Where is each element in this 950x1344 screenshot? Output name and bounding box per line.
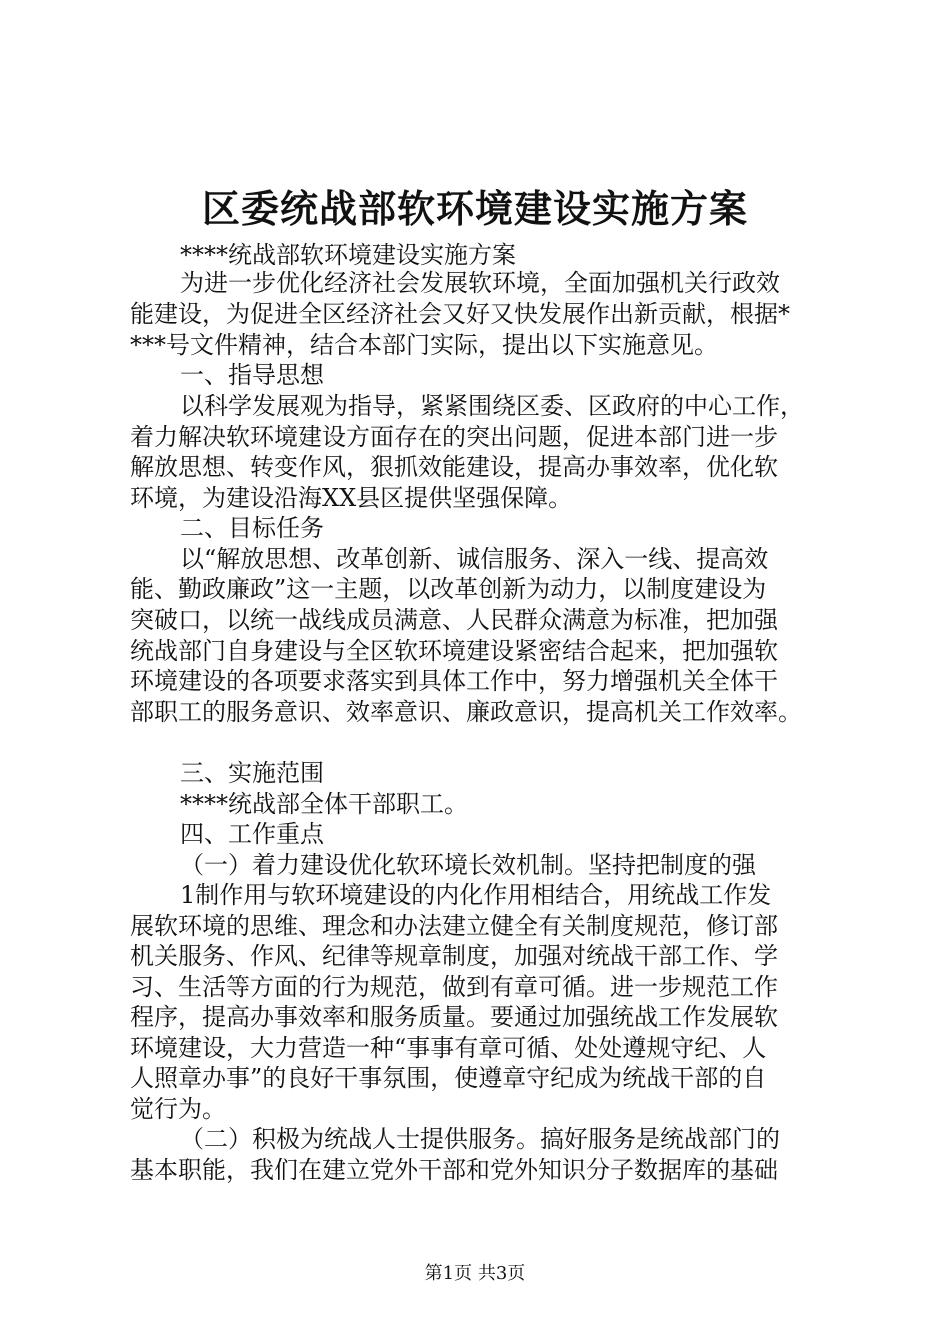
section-heading: 二、目标任务 [180, 514, 324, 542]
text-line: 突破口，以统一战线成员满意、人民群众满意为标准，把加强 [130, 606, 778, 634]
text-line: 基本职能，我们在建立党外干部和党外知识分子数据库的基础 [130, 1156, 778, 1184]
page-footer: 第1页 共3页 [424, 1263, 526, 1284]
text-line: 能、勤政廉政”这一主题，以改革创新为动力，以制度建设为 [130, 575, 767, 603]
text-line: ***号文件精神，结合本部门实际，提出以下实施意见。 [130, 331, 718, 359]
text-line: 环境，为建设沿海XX县区提供坚强保障。 [130, 484, 573, 512]
text-line: 着力解决软环境建设方面存在的突出问题，促进本部门进一步 [130, 423, 778, 451]
text-line: 部职工的服务意识、效率意识、廉政意识，提高机关工作效率。 [130, 698, 802, 726]
text-line: 为进一步优化经济社会发展软环境，全面加强机关行政效 [180, 269, 780, 297]
text-line: 人照章办事”的良好干事氛围，使遵章守纪成为统战干部的自 [130, 1064, 767, 1092]
text-line: 机关服务、作风、纪律等规章制度，加强对统战干部工作、学 [130, 942, 778, 970]
text-line: 解放思想、转变作风，狠抓效能建设，提高办事效率，优化软 [130, 453, 778, 481]
text-line: 习、生活等方面的行为规范，做到有章可循。进一步规范工作 [130, 973, 778, 1001]
text-line: 1制作用与软环境建设的内化作用相结合，用统战工作发 [180, 881, 772, 909]
text-line: ****统战部软环境建设实施方案 [180, 241, 516, 269]
text-line: 环境建设的各项要求落实到具体工作中，努力增强机关全体干 [130, 667, 778, 695]
text-line: 环境建设，大力营造一种“事事有章可循、处处遵规守纪、人 [130, 1034, 767, 1062]
text-line: （二）积极为统战人士提供服务。搞好服务是统战部门的 [180, 1125, 780, 1153]
text-line: 能建设，为促进全区经济社会又好又快发展作出新贡献，根据* [130, 300, 790, 328]
page-title: 区委统战部软环境建设实施方案 [201, 186, 748, 231]
text-line: 程序，提高办事效率和服务质量。要通过加强统战工作发展软 [130, 1003, 778, 1031]
text-line: 觉行为。 [130, 1095, 226, 1123]
text-line: 统战部门自身建设与全区软环境建设紧密结合起来，把加强软 [130, 637, 778, 665]
text-line: 以科学发展观为指导，紧紧围绕区委、区政府的中心工作， [180, 392, 804, 420]
section-heading: 一、指导思想 [180, 361, 324, 389]
section-heading: 三、实施范围 [180, 759, 324, 787]
text-line: 以“解放思想、改革创新、诚信服务、深入一线、提高效 [180, 545, 769, 573]
text-line: ****统战部全体干部职工。 [180, 790, 468, 818]
text-line: （一）着力建设优化软环境长效机制。坚持把制度的强 [180, 851, 756, 879]
section-heading: 四、工作重点 [180, 820, 324, 848]
text-line: 展软环境的思维、理念和办法建立健全有关制度规范，修订部 [130, 912, 778, 940]
